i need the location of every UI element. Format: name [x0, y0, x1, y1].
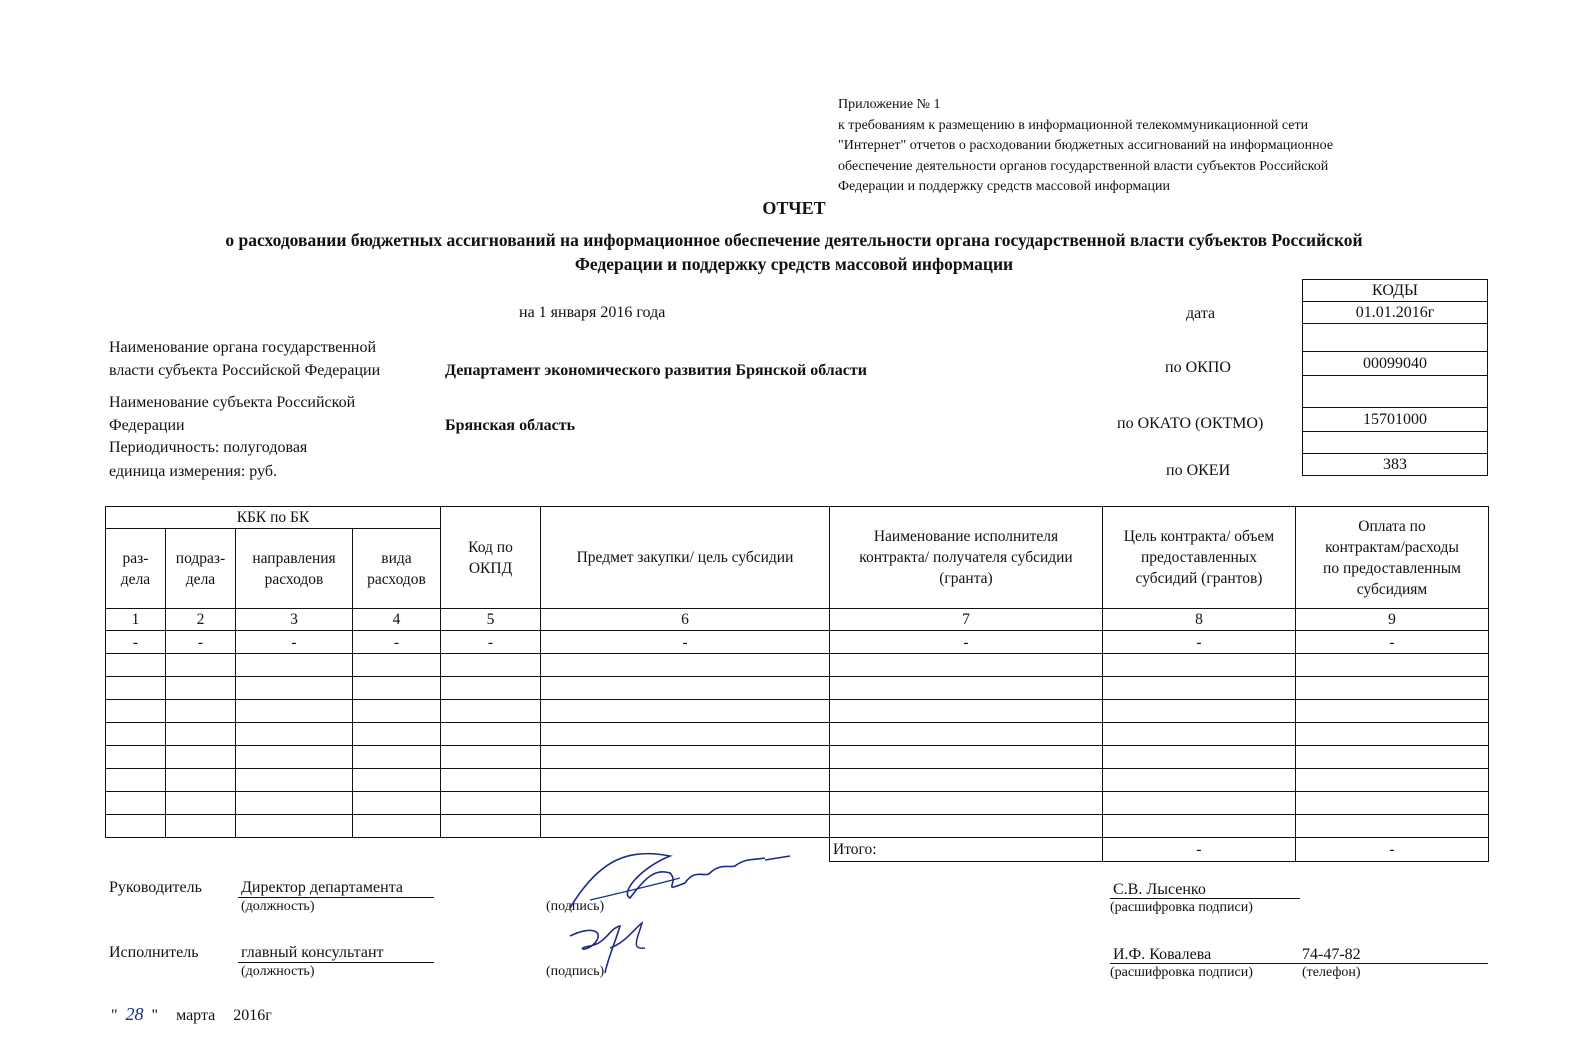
unit-of-measure: единица измерения: руб.: [109, 463, 278, 480]
date-code: 01.01.2016г: [1303, 302, 1488, 324]
caption-decode: (расшифровка подписи): [1110, 965, 1253, 980]
caption-decode: (расшифровка подписи): [1110, 900, 1253, 915]
table-cell: -: [166, 631, 236, 654]
col-number: 5: [441, 609, 541, 631]
okei-label: по ОКЕИ: [1166, 462, 1231, 479]
caption-position: (должность): [241, 964, 315, 979]
date-footer: [111, 1003, 272, 1027]
okei-code: 383: [1303, 454, 1488, 476]
col-number: 1: [106, 609, 166, 631]
okato-code: 15701000: [1303, 408, 1488, 432]
appendix-line: Федерации и поддержку средств массовой информации: [838, 179, 1170, 194]
exec-role: Исполнитель: [109, 944, 199, 961]
total-label: Итого:: [830, 838, 1103, 862]
caption-signature: (подпись): [546, 964, 605, 979]
org-label: [109, 336, 380, 382]
exec-position: главный консультант: [241, 944, 384, 961]
total-col8: -: [1103, 838, 1296, 862]
date-quote: ": [151, 1007, 159, 1024]
date-quote: ": [111, 1007, 118, 1024]
expense-table: [105, 506, 1489, 862]
table-row: [106, 700, 1489, 723]
col-direction-header: направления расходов: [236, 529, 353, 609]
org-label-line: власти субъекта Российской Федерации: [109, 362, 381, 379]
okpo-code: 00099040: [1303, 352, 1488, 376]
head-signature: [560, 838, 800, 918]
subject-label-line: Федерации: [109, 417, 185, 434]
col-subsection-header: подраз- дела: [166, 529, 236, 609]
as-of-date: на 1 января 2016 года: [519, 304, 666, 321]
periodicity: Периодичность: полугодовая: [109, 439, 308, 456]
exec-signature: [560, 918, 670, 978]
col-number: 7: [830, 609, 1103, 631]
date-label: дата: [1186, 305, 1216, 322]
head-position: Директор департамента: [241, 879, 403, 896]
table-row: [106, 746, 1489, 769]
col-contractor-header: Наименование исполнителя контракта/ получателя субсидии (гранта): [830, 507, 1103, 609]
report-subtitle: [0, 228, 1588, 276]
col-payment-header: Оплата по контрактам/расходы по предоставленным субсидиям: [1296, 507, 1489, 609]
head-role: Руководитель: [109, 879, 202, 896]
okato-label: по ОКАТО (ОКТМО): [1117, 415, 1264, 432]
exec-position-line: [238, 962, 434, 963]
subject-label: [109, 391, 355, 437]
table-row: [106, 792, 1489, 815]
table-row: [106, 815, 1489, 838]
table-row: [106, 677, 1489, 700]
col-type-header: вида расходов: [353, 529, 441, 609]
report-title: ОТЧЕТ: [762, 198, 826, 218]
col-number: 9: [1296, 609, 1489, 631]
org-label-line: Наименование органа государственной: [109, 339, 377, 356]
report-subtitle-line: о расходовании бюджетных ассигнований на информационное обеспечение деятельности органа государственной власти субъектов Российской: [225, 230, 1363, 250]
table-row: [106, 654, 1489, 677]
codes-table: [1302, 279, 1488, 476]
table-row: [106, 631, 1489, 654]
head-name: С.В. Лысенко: [1113, 881, 1206, 898]
appendix-note: [838, 95, 1333, 198]
col-number: 6: [541, 609, 830, 631]
org-value: Департамент экономического развития Брянской области: [445, 362, 867, 379]
table-cell: -: [441, 631, 541, 654]
table-cell: -: [1103, 631, 1296, 654]
total-col9: -: [1296, 838, 1489, 862]
appendix-line: обеспечение деятельности органов государственной власти субъектов Российской: [838, 158, 1329, 174]
kbk-header: КБК по БК: [106, 507, 441, 529]
col-okpd-header: Код по ОКПД: [441, 507, 541, 609]
date-day: 28: [125, 1004, 144, 1024]
table-cell: -: [541, 631, 830, 654]
table-cell: -: [830, 631, 1103, 654]
date-month: марта: [176, 1007, 216, 1024]
date-year: 2016г: [233, 1007, 272, 1024]
exec-phone: 74-47-82: [1302, 946, 1361, 963]
table-cell: -: [353, 631, 441, 654]
table-cell: -: [106, 631, 166, 654]
table-row: [106, 723, 1489, 746]
caption-signature: (подпись): [546, 899, 605, 914]
col-number: 3: [236, 609, 353, 631]
table-cell: -: [1296, 631, 1489, 654]
okpo-label: по ОКПО: [1165, 359, 1231, 376]
head-name-line: [1110, 898, 1300, 899]
subject-label-line: Наименование субъекта Российской: [109, 394, 356, 411]
col-purpose-header: Цель контракта/ объем предоставленных субсидий (грантов): [1103, 507, 1296, 609]
subject-value: Брянская область: [445, 417, 576, 434]
exec-name: И.Ф. Ковалева: [1113, 946, 1212, 963]
caption-phone: (телефон): [1302, 965, 1361, 980]
table-cell: -: [236, 631, 353, 654]
codes-title: КОДЫ: [1303, 280, 1488, 302]
head-position-line: [238, 897, 434, 898]
exec-name-line: [1110, 963, 1488, 964]
col-subject-header: Предмет закупки/ цель субсидии: [541, 507, 830, 609]
appendix-line: "Интернет" отчетов о расходовании бюджетных ассигнований на информационное: [838, 138, 1334, 153]
appendix-line: Приложение № 1: [838, 97, 941, 112]
col-section-header: раз- дела: [106, 529, 166, 609]
col-number: 8: [1103, 609, 1296, 631]
caption-position: (должность): [241, 899, 315, 914]
col-number: 4: [353, 609, 441, 631]
column-numbers-row: [106, 609, 1489, 631]
col-number: 2: [166, 609, 236, 631]
appendix-line: к требованиям к размещению в информационной телекоммуникационной сети: [838, 117, 1309, 133]
table-row: [106, 769, 1489, 792]
report-subtitle-line: Федерации и поддержку средств массовой информации: [574, 254, 1014, 274]
